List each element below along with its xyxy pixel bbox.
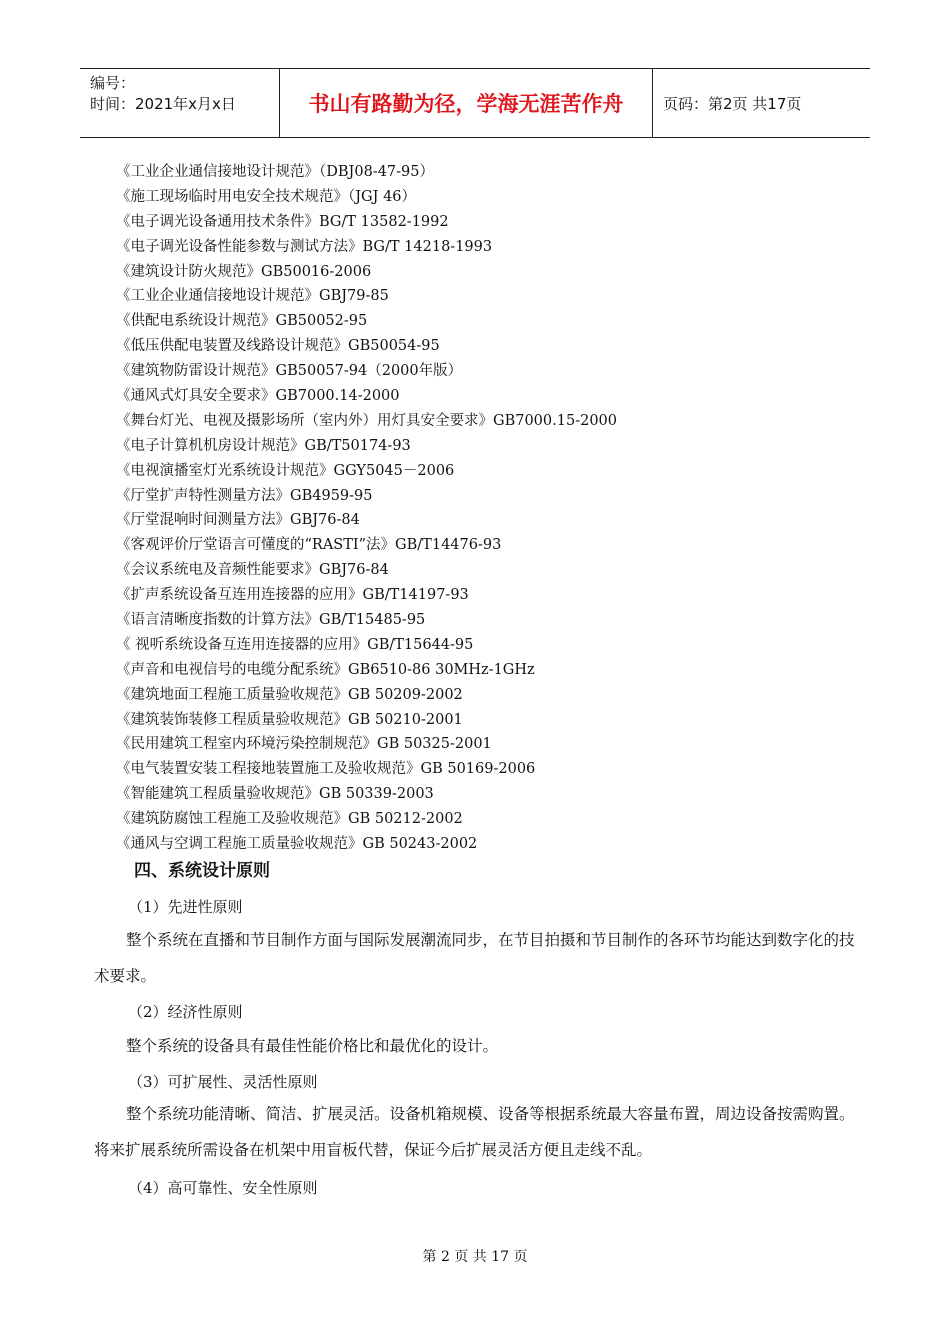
reference-item: 《工业企业通信接地设计规范》GBJ79-85 <box>116 288 389 305</box>
reference-item: 《建筑设计防火规范》GB50016-2006 <box>116 263 372 280</box>
reference-item: 《智能建筑工程质量验收规范》GB 50339-2003 <box>116 786 434 803</box>
reference-item: 《供配电系统设计规范》GB50052-95 <box>116 313 368 330</box>
principle-2-text: 整个系统的设备具有最佳性能价格比和最优化的设计。 <box>126 1037 499 1055</box>
reference-item: 《电子调光设备性能参数与测试方法》BG/T 14218-1993 <box>116 238 493 255</box>
page-footer: 第 2 页 共 17 页 <box>422 1249 528 1265</box>
reference-item: 《厅堂混响时间测量方法》GBJ76-84 <box>116 512 360 529</box>
reference-item: 《通风式灯具安全要求》GB7000.14-2000 <box>116 388 400 405</box>
reference-item: 《施工现场临时用电安全技术规范》（JGJ 46） <box>116 188 417 205</box>
reference-item: 《语言清晰度指数的计算方法》GB/T15485-95 <box>116 612 426 629</box>
reference-item: 《电气装置安装工程接地装置施工及验收规范》GB 50169-2006 <box>116 761 536 778</box>
principle-1-heading: （1）先进性原则 <box>128 898 243 916</box>
principle-1-text: 整个系统在直播和节目制作方面与国际发展潮流同步，在节目拍摄和节目制作的各环节均能达到数字化的技术要求。 <box>94 931 855 985</box>
reference-item: 《低压供配电装置及线路设计规范》GB50054-95 <box>116 338 440 355</box>
time-label: 时间：2021年x月x日 <box>90 95 236 113</box>
principle-2-heading: （2）经济性原则 <box>128 1003 243 1021</box>
section-title: 四、系统设计原则 <box>134 861 270 881</box>
reference-item: 《建筑地面工程施工质量验收规范》GB 50209-2002 <box>116 686 463 703</box>
principle-3-text: 整个系统功能清晰、简洁、扩展灵活。设备机箱规模、设备等根据系统最大容量布置，周边设备按需购置。将来扩展系统所需设备在机架中用盲板代替，保证今后扩展灵活方便且走线不乱。 <box>94 1105 855 1159</box>
reference-item: 《建筑装饰装修工程质量验收规范》GB 50210-2001 <box>116 711 463 728</box>
reference-item: 《声音和电视信号的电缆分配系统》GB6510-86 30MHz-1GHz <box>116 661 535 678</box>
number-label: 编号： <box>90 74 136 92</box>
header-motto: 书山有路勤为径，学海无涯苦作舟 <box>280 69 653 137</box>
header-meta <box>80 69 280 137</box>
reference-item: 《电子调光设备通用技术条件》BG/T 13582-1992 <box>116 213 449 230</box>
reference-item: 《客观评价厅堂语言可懂度的“RASTI”法》GB/T14476-93 <box>116 537 502 554</box>
reference-item: 《电子计算机机房设计规范》GB/T50174-93 <box>116 437 411 454</box>
reference-item: 《扩声系统设备互连用连接器的应用》GB/T14197-93 <box>116 587 469 604</box>
reference-item: 《舞台灯光、电视及摄影场所（室内外）用灯具安全要求》GB7000.15-2000 <box>116 412 617 429</box>
principle-4-heading: （4）高可靠性、安全性原则 <box>128 1179 318 1197</box>
reference-item: 《建筑物防雷设计规范》GB50057-94（2000年版） <box>116 363 463 380</box>
reference-item: 《通风与空调工程施工质量验收规范》GB 50243-2002 <box>116 836 478 853</box>
reference-item: 《电视演播室灯光系统设计规范》GGY5045－2006 <box>116 462 455 479</box>
reference-item: 《会议系统电及音频性能要求》GBJ76-84 <box>116 562 389 579</box>
reference-item: 《 视听系统设备互连用连接器的应用》GB/T15644-95 <box>116 636 474 653</box>
reference-item: 《厅堂扩声特性测量方法》GB4959-95 <box>116 487 373 504</box>
reference-item: 《建筑防腐蚀工程施工及验收规范》GB 50212-2002 <box>116 811 463 828</box>
reference-item: 《民用建筑工程室内环境污染控制规范》GB 50325-2001 <box>116 736 492 753</box>
reference-item: 《工业企业通信接地设计规范》（DBJ08-47-95） <box>116 164 434 180</box>
principle-3-heading: （3）可扩展性、灵活性原则 <box>128 1073 318 1091</box>
page-header <box>80 68 870 138</box>
header-page-info: 页码：第2页 共17页 <box>663 94 802 113</box>
reference-list <box>116 160 617 857</box>
